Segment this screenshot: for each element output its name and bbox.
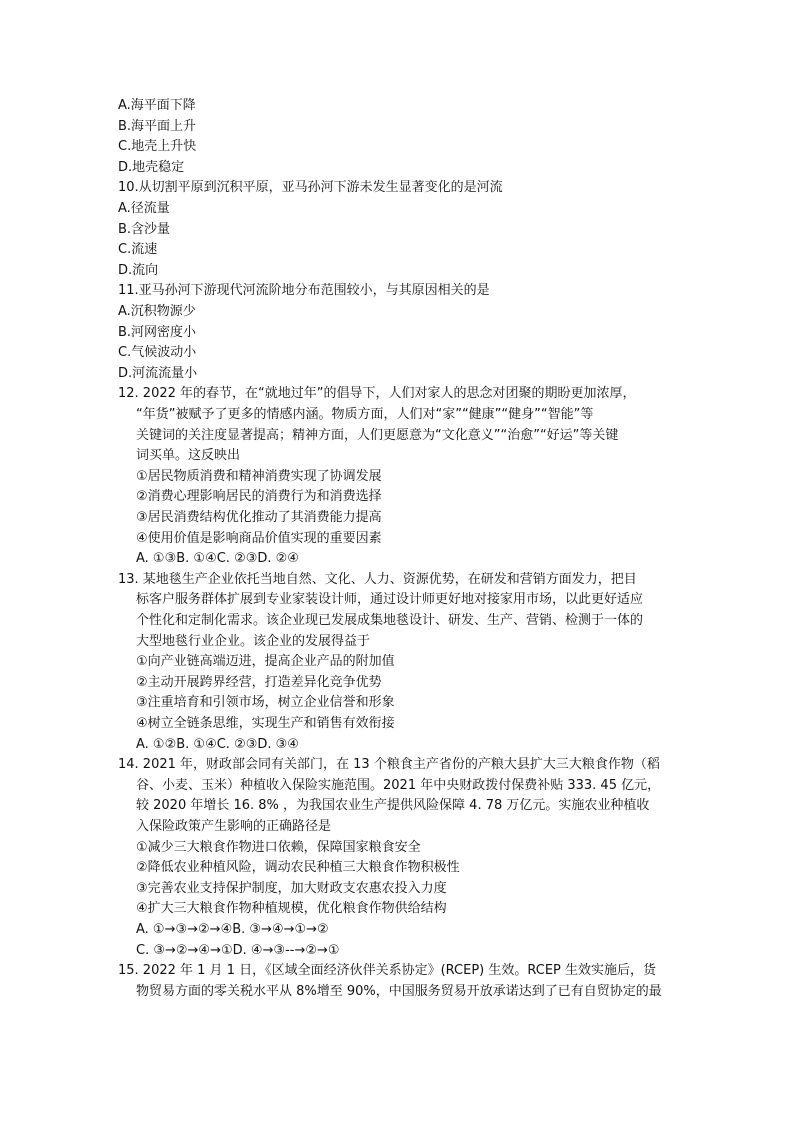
q12-item-3: ③居民消费结构优化推动了其消费能力提高 [136,509,382,525]
q13-item-4: ④树立全链条思维，实现生产和销售有效衔接 [136,715,395,731]
q13-item-3: ③注重培育和引领市场，树立企业信誉和形象 [136,695,395,711]
q15-stem-line: 15. 2022 年 1 月 1 日，《区域全面经济伙伴关系协定》(RCEP) 生效。RCEP 生效实施后，货 [118,963,657,979]
q12-stem-line: 关键词的关注度显著提高；精神方面，人们更愿意为“文化意义”“治愈”“好运”等关键 [136,427,619,443]
q13-stem-line: 13. 某地毯生产企业依托当地自然、文化、人力、资源优势，在研发和营销方面发力，把目 [118,571,637,587]
q9-option-c: C.地壳上升快 [118,139,197,155]
q14-stem-line: 14. 2021 年，财政部会同有关部门，在 13 个粮食主产省份的产粮大县扩大三大粮食作物（稻 [118,757,660,773]
q9-option-a: A.海平面下降 [118,98,196,113]
q12-stem-line: “年货”被赋予了更多的情感内涵。物质方面，人们对“家”“健康”“健身”“智能”等 [136,406,594,422]
question-12 [118,384,680,569]
q12-item-2: ②消费心理影响居民的消费行为和消费选择 [136,489,382,505]
question-11 [118,281,680,384]
q11-stem: 11.亚马孙河下游现代河流阶地分布范围较小，与其原因相关的是 [118,283,490,299]
q11-option-c: C.气候波动小 [118,345,197,361]
q13-choices: A. ①②B. ①④C. ②③D. ③④ [136,736,299,752]
question-9-options [118,96,680,178]
q14-choices-row-1: A. ①→③→②→④B. ③→④→①→② [136,921,329,937]
q12-item-1: ①居民物质消费和精神消费实现了协调发展 [136,468,382,484]
q15-stem-line: 物贸易方面的零关税水平从 8%增至 90%，中国服务贸易开放承诺达到了已有自贸协定的最 [136,983,662,999]
q14-stem-line: 谷、小麦、玉米）种植收入保险实施范围。2021 年中央财政拨付保费补贴 333. 45 亿元， [136,777,661,793]
q14-stem-line: 入保险政策产生影响的正确路径是 [136,818,332,834]
q10-option-d: D.流向 [118,262,159,278]
q13-stem-line: 大型地毯行业企业。该企业的发展得益于 [136,633,371,649]
q14-item-3: ③完善农业支持保护制度，加大财政支农惠农投入力度 [136,880,447,896]
q12-item-4: ④使用价值是影响商品价值实现的重要因素 [136,530,382,546]
question-15 [118,961,680,1002]
q13-stem-line: 标客户服务群体扩展到专业家装设计师，通过设计师更好地对接家用市场，以此更好适应 [136,592,644,608]
q9-option-b: B.海平面上升 [118,118,197,134]
q14-choices-row-2: C. ③→②→④→①D. ④→③--→②→① [136,942,340,958]
q13-stem-line: 个性化和定制化需求。该企业现已发展成集地毯设计、研发、生产、营销、检测于一体的 [136,612,644,628]
q10-option-b: B.含沙量 [118,221,171,237]
q14-stem-line: 较 2020 年增长 16. 8% ，为我国农业生产提供风险保障 4. 78 万亿元。实施农业种植收 [136,798,650,814]
question-13 [118,570,680,755]
question-10 [118,178,680,281]
q10-stem: 10.从切割平原到沉积平原，亚马孙河下游未发生显著变化的是河流 [118,180,503,196]
q14-item-2: ②降低农业种植风险，调动农民种植三大粮食作物积极性 [136,860,460,876]
q14-item-1: ①减少三大粮食作物进口依赖，保障国家粮食安全 [136,839,421,855]
q12-stem-line: 12. 2022 年的春节，在“就地过年”的倡导下，人们对家人的思念对团聚的期盼更加浓厚， [118,386,636,402]
question-14 [118,755,680,961]
q13-item-1: ①向产业链高端迈进，提高企业产品的附加值 [136,654,395,670]
q9-option-d: D.地壳稳定 [118,159,185,175]
q14-item-4: ④扩大三大粮食作物种植规模，优化粮食作物供给结构 [136,901,447,917]
q11-option-d: D.河流流量小 [118,365,198,381]
q13-item-2: ②主动开展跨界经营，打造差异化竞争优势 [136,674,382,690]
q12-stem-line: 词买单。这反映出 [136,448,241,464]
q11-option-a: A.沉积物源少 [118,303,196,319]
q10-option-c: C.流速 [118,242,158,258]
q12-choices: A. ①③B. ①④C. ②③D. ②④ [136,551,299,567]
q10-option-a: A.径流量 [118,200,170,216]
q11-option-b: B.河网密度小 [118,324,197,340]
